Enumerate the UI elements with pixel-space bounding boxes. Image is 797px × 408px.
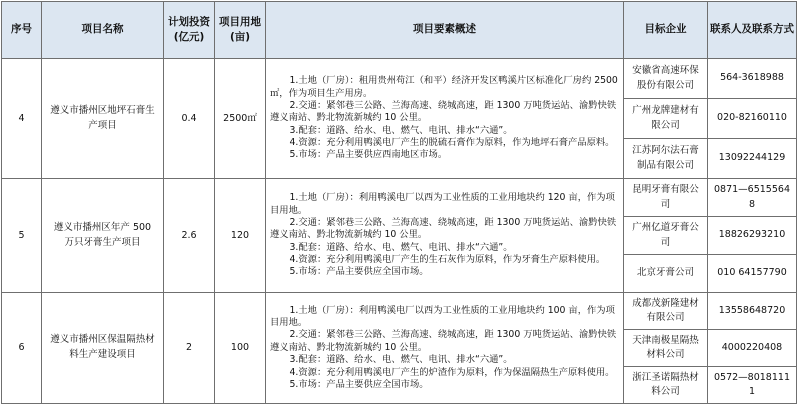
overview-line: 2.交通：紧邻巷三公路、兰海高速、绕城高速，距 1300 万吨货运站、渝黔快铁遵义南站、黔北物流新城约 10 公里。 (270, 99, 617, 124)
overview-line: 5.市场：产品主要供应西南地区市场。 (289, 149, 448, 161)
header-investment: 计划投资(亿元) (164, 2, 215, 59)
overview-line: 2.交通：紧邻巷三公路、兰海高速、绕城高速，距 1300 万吨货运站、渝黔快铁遵义南站、黔北物流新城约 10 公里。 (270, 216, 617, 241)
target-company: 成都茂新隆建材有限公司 (624, 293, 708, 330)
header-contact: 联系人及联系方式 (708, 2, 797, 59)
contact-phone: 564-3618988 (708, 59, 797, 99)
project-land: 2500㎡ (215, 59, 266, 179)
project-investment: 2.6 (164, 179, 215, 293)
overview-line: 3.配套：道路、给水、电、燃气、电讯、排水“六通”。 (289, 354, 513, 366)
overview-line: 4.资源：充分利用鸭溪电厂产生的生石灰作为原料，作为牙膏生产原料使用。 (289, 254, 606, 266)
target-company: 昆明牙膏有限公司 (624, 179, 708, 217)
header-no: 序号 (2, 2, 42, 59)
project-land: 120 (215, 179, 266, 293)
investment-projects-table (1, 1, 797, 404)
contact-phone: 020-82160110 (708, 99, 797, 139)
overview-line: 5.市场：产品主要供应全国市场。 (289, 378, 429, 390)
overview-line: 3.配套：道路、给水、电、燃气、电讯、排水“六通”。 (289, 124, 513, 136)
overview-line: 5.市场：产品主要供应全国市场。 (289, 266, 429, 278)
overview-line: 1.土地（厂房）：租用贵州苟江（和平）经济开发区鸭溪片区标准化厂房约 2500㎡，作为项目生产用房。 (270, 75, 618, 99)
project-name: 遵义市播州区年产 500 万只牙膏生产项目 (42, 179, 164, 293)
table-row (2, 293, 797, 330)
contact-phone: 4000220408 (708, 330, 797, 367)
contact-phone: 0572—80181111 (708, 367, 797, 404)
target-company: 江苏阿尔法石膏制品有限公司 (624, 139, 708, 179)
header-overview: 项目要素概述 (266, 2, 624, 59)
target-company: 浙江圣诺隔热材料公司 (624, 367, 708, 404)
project-overview (266, 59, 624, 179)
project-name: 遵义市播州区地坪石膏生产项目 (42, 59, 164, 179)
contact-phone: 0871—65155648 (708, 179, 797, 217)
contact-phone: 13558648720 (708, 293, 797, 330)
target-company: 安徽省高速环保股份有限公司 (624, 59, 708, 99)
header-name: 项目名称 (42, 2, 164, 59)
project-investment: 0.4 (164, 59, 215, 179)
project-land: 100 (215, 293, 266, 404)
header-land: 项目用地(亩) (215, 2, 266, 59)
contact-phone: 18826293210 (708, 217, 797, 255)
target-company: 北京牙膏公司 (624, 255, 708, 293)
overview-line: 1.土地（厂房）：利用鸭溪电厂以西为工业性质的工业用地块约 100 亩，作为项目用地。 (270, 304, 615, 329)
table-row (2, 179, 797, 217)
contact-phone: 010 64157790 (708, 255, 797, 293)
table-row (2, 59, 797, 99)
target-company: 天津南极星隔热材料公司 (624, 330, 708, 367)
contact-phone: 13092244129 (708, 139, 797, 179)
overview-line: 2.交通：紧邻巷三公路、兰海高速、绕城高速，距 1300 万吨货运站、渝黔快铁遵义南站、黔北物流新城约 10 公里。 (270, 329, 617, 353)
project-no: 4 (2, 59, 42, 179)
project-investment: 2 (164, 293, 215, 404)
target-company: 广州龙牌建材有限公司 (624, 99, 708, 139)
overview-line: 4.资源：充分利用鸭溪电厂产生的脱硫石膏作为原料，作为地坪石膏产品原料。 (289, 137, 615, 149)
project-no: 5 (2, 179, 42, 293)
project-overview (266, 179, 624, 293)
overview-line: 4.资源：充分利用鸭溪电厂产生的炉渣作为原料，作为保温隔热生产原料使用。 (289, 366, 615, 378)
project-name: 遵义市播州区保温隔热材料生产建设项目 (42, 293, 164, 404)
overview-line: 3.配套：道路、给水、电、燃气、电讯、排水“六通”。 (289, 241, 513, 253)
target-company: 广州亿道牙膏公司 (624, 217, 708, 255)
header-target: 目标企业 (624, 2, 708, 59)
header-row (2, 2, 797, 59)
project-no: 6 (2, 293, 42, 404)
project-overview (266, 293, 624, 404)
overview-line: 1.土地（厂房）：利用鸭溪电厂以西为工业性质的工业用地块约 120 亩，作为项目用地。 (270, 192, 615, 216)
